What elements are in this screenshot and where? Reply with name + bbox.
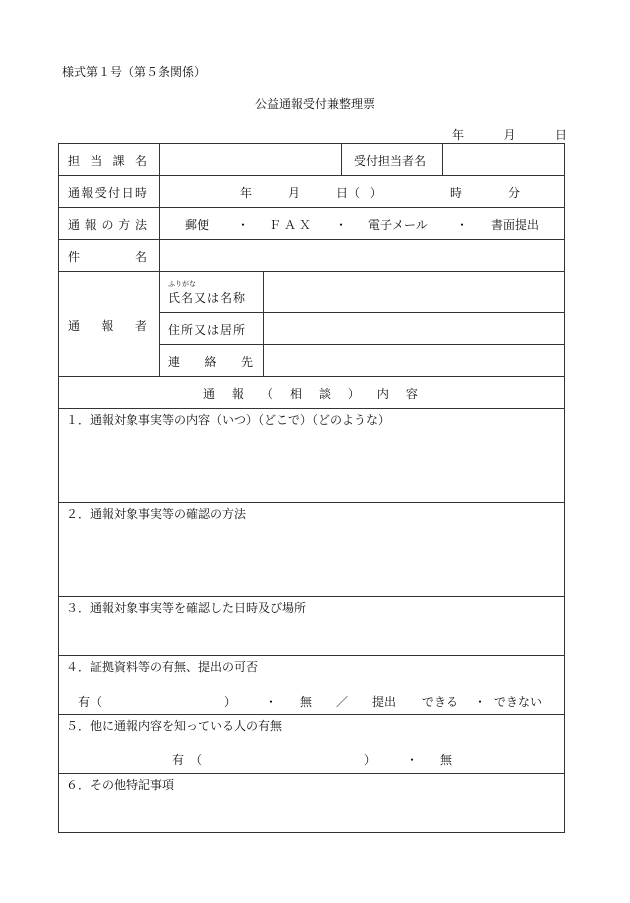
reporter-label: 通 報 者: [68, 319, 147, 333]
subject-label: 件 名: [68, 250, 147, 264]
section-1-heading: １．通報対象事実等の内容（いつ）（どこで）（どのような）: [66, 413, 391, 427]
section-2-heading: ２．通報対象事実等の確認の方法: [66, 507, 247, 521]
others-yes-close: ）: [364, 753, 377, 767]
reception-datetime-label: 通 報 受 付 日 時: [68, 186, 147, 200]
report-method-label: 通 報 の 方 法: [68, 218, 147, 232]
form-title: 公益通報受付兼整理票: [254, 97, 375, 111]
department-label: 担 当 課 名: [68, 154, 147, 168]
name-label: 氏名又は名称: [168, 291, 247, 305]
method-option-mail[interactable]: 郵便: [185, 218, 210, 232]
section-5-heading: ５．他に通報内容を知っている人の有無: [66, 719, 283, 733]
address-input[interactable]: [264, 313, 564, 344]
date-year-label: 年: [452, 128, 465, 142]
address-label: 住所又は居所: [168, 323, 247, 337]
method-separator: ・: [456, 218, 469, 232]
reception-staff-label: 受付担当者名: [354, 154, 427, 168]
method-option-fax[interactable]: ＦＡＸ: [269, 218, 315, 232]
submit-label: 提出: [372, 695, 397, 709]
section-4-heading: ４．証拠資料等の有無、提出の可否: [66, 660, 259, 674]
evidence-slash: ／: [336, 695, 349, 709]
section-2-input[interactable]: [59, 521, 564, 596]
others-separator: ・: [406, 753, 419, 767]
form-body: [58, 143, 565, 833]
submit-separator: ・: [474, 695, 487, 709]
reception-minute-label: 分: [508, 186, 521, 200]
date-day-label: 日: [554, 128, 567, 142]
submit-can-option[interactable]: できる: [422, 695, 459, 709]
section-1-input[interactable]: [59, 427, 564, 502]
reception-hour-label: 時: [450, 186, 463, 200]
section-3-heading: ３．通報対象事実等を確認した日時及び場所: [66, 601, 307, 615]
contact-input[interactable]: [264, 345, 564, 376]
section-6-input[interactable]: [59, 792, 564, 832]
others-none-option[interactable]: 無: [440, 753, 453, 767]
submit-cannot-option[interactable]: できない: [494, 695, 543, 709]
name-input[interactable]: [264, 272, 564, 312]
section-3-input[interactable]: [59, 615, 564, 655]
name-furigana-label: ふりがな: [168, 280, 196, 288]
method-option-email[interactable]: 電子メール: [368, 218, 428, 232]
method-separator: ・: [335, 218, 348, 232]
evidence-yes-close: ）: [224, 695, 237, 709]
method-option-written[interactable]: 書面提出: [491, 218, 540, 232]
form-number: 様式第１号（第５条関係）: [62, 65, 207, 79]
method-separator: ・: [237, 218, 250, 232]
section-6-heading: ６．その他特記事項: [66, 778, 175, 792]
evidence-yes-open[interactable]: 有（: [78, 695, 103, 709]
reception-day-label: 日（ ）: [336, 186, 382, 200]
reception-year-label: 年: [240, 186, 253, 200]
reception-staff-input[interactable]: [443, 144, 564, 175]
department-input[interactable]: [160, 144, 341, 175]
date-month-label: 月: [503, 128, 516, 142]
evidence-none-option[interactable]: 無: [300, 695, 313, 709]
form-date: [452, 126, 567, 143]
others-yes-open[interactable]: 有 （: [172, 753, 203, 767]
reception-month-label: 月: [288, 186, 301, 200]
content-header: 通 報 （ 相 談 ） 内 容: [203, 387, 418, 401]
contact-label: 連 絡 先: [168, 355, 253, 369]
subject-input[interactable]: [160, 240, 564, 271]
evidence-separator: ・: [265, 695, 278, 709]
